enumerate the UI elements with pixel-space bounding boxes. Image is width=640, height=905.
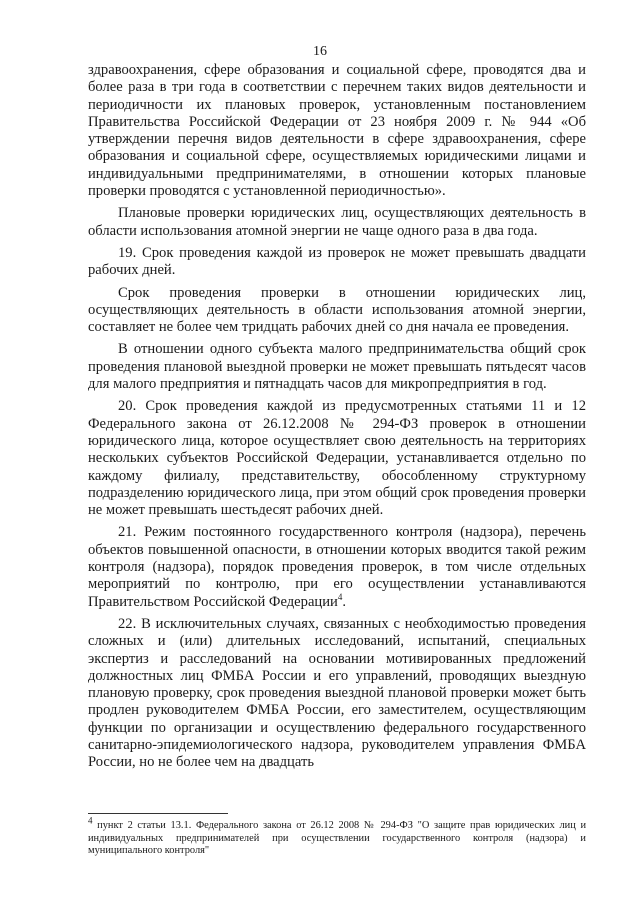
footnote-divider: [88, 813, 228, 814]
footnote-text: пункт 2 статьи 13.1. Федерального закона от 26.12 2008 № 294-ФЗ "О защите прав юридических лиц и индивидуальных предпринимателей при осуществлении государственного контроля (надзора) и муниципального контроля": [88, 820, 586, 857]
paragraph: Срок проведения проверки в отношении юридических лиц, осуществляющих деятельность в области использования атомной энергии, составляет не более чем тридцать рабочих дней со дня начала ее проведения.: [88, 284, 586, 336]
paragraph: Плановые проверки юридических лиц, осуществляющих деятельность в области использования атомной энергии не чаще одного раза в два года.: [88, 205, 586, 239]
paragraph: здравоохранения, сфере образования и социальной сфере, проводятся два и более раза в три года в соответствии с перечнем таких видов деятельности и периодичности их плановых проверок, установленным постановлением Правительства Российской Федерации от 23 ноября 2009 г. № 944 «Об утверждении перечня видов деятельности в сфере здравоохранения, сфере образования и социальной сфере, осуществляемых юридическими лицами и индивидуальными предпринимателями, в отношении которых плановые проверки проводятся с установленной периодичностью».: [88, 62, 586, 200]
paragraph-21-end: .: [342, 593, 347, 610]
document-body: [88, 62, 586, 777]
page-number: 16: [313, 44, 327, 59]
footnote-marker: 4: [88, 815, 93, 826]
paragraph: 19. Срок проведения каждой из проверок не может превышать двадцати рабочих дней.: [88, 244, 586, 279]
footnote: [88, 815, 586, 858]
footnote-reference[interactable]: 4: [337, 591, 343, 602]
paragraph: 20. Срок проведения каждой из предусмотренных статьями 11 и 12 Федерального закона от 26.12.2008 № 294-ФЗ проверок в отношении юридического лица, которое осуществляет свою деятельность на территориях нескольких субъектов Российской Федерации, устанавливается отдельно по каждому филиалу, представительству, обособленному структурному подразделению юридического лица, при этом общий срок проведения проверки не может превышать шестьдесят рабочих дней.: [88, 398, 586, 519]
paragraph: В отношении одного субъекта малого предпринимательства общий срок проведения плановой выездной проверки не может превышать пятьдесят часов для малого предприятия и пятнадцать часов для микропредприятия в год.: [88, 341, 586, 393]
paragraph-21: [88, 524, 586, 610]
paragraph: 22. В исключительных случаях, связанных с необходимостью проведения сложных и (или) длительных исследований, испытаний, специальных экспертиз и расследований на основании мотивированных предложений должностных лиц ФМБА России и его управлений, проводящих выездную плановую проверку, срок проведения выездной плановой проверки может быть продлен руководителем ФМБА России, его заместителем, осуществляющим функции по организации и осуществлению федерального государственного санитарно-эпидемиологического надзора, руководителем управления ФМБА России, но не более чем на двадцать: [88, 615, 586, 771]
paragraph-21-text: 21. Режим постоянного государственного контроля (надзора), перечень объектов повышенной опасности, в отношении которых вводится такой режим контроля (надзора), порядок проведения проверок, в том числе отдельных мероприятий по контролю, при его осуществлении устанавливаются Правительством Российской Федерации: [88, 524, 586, 610]
